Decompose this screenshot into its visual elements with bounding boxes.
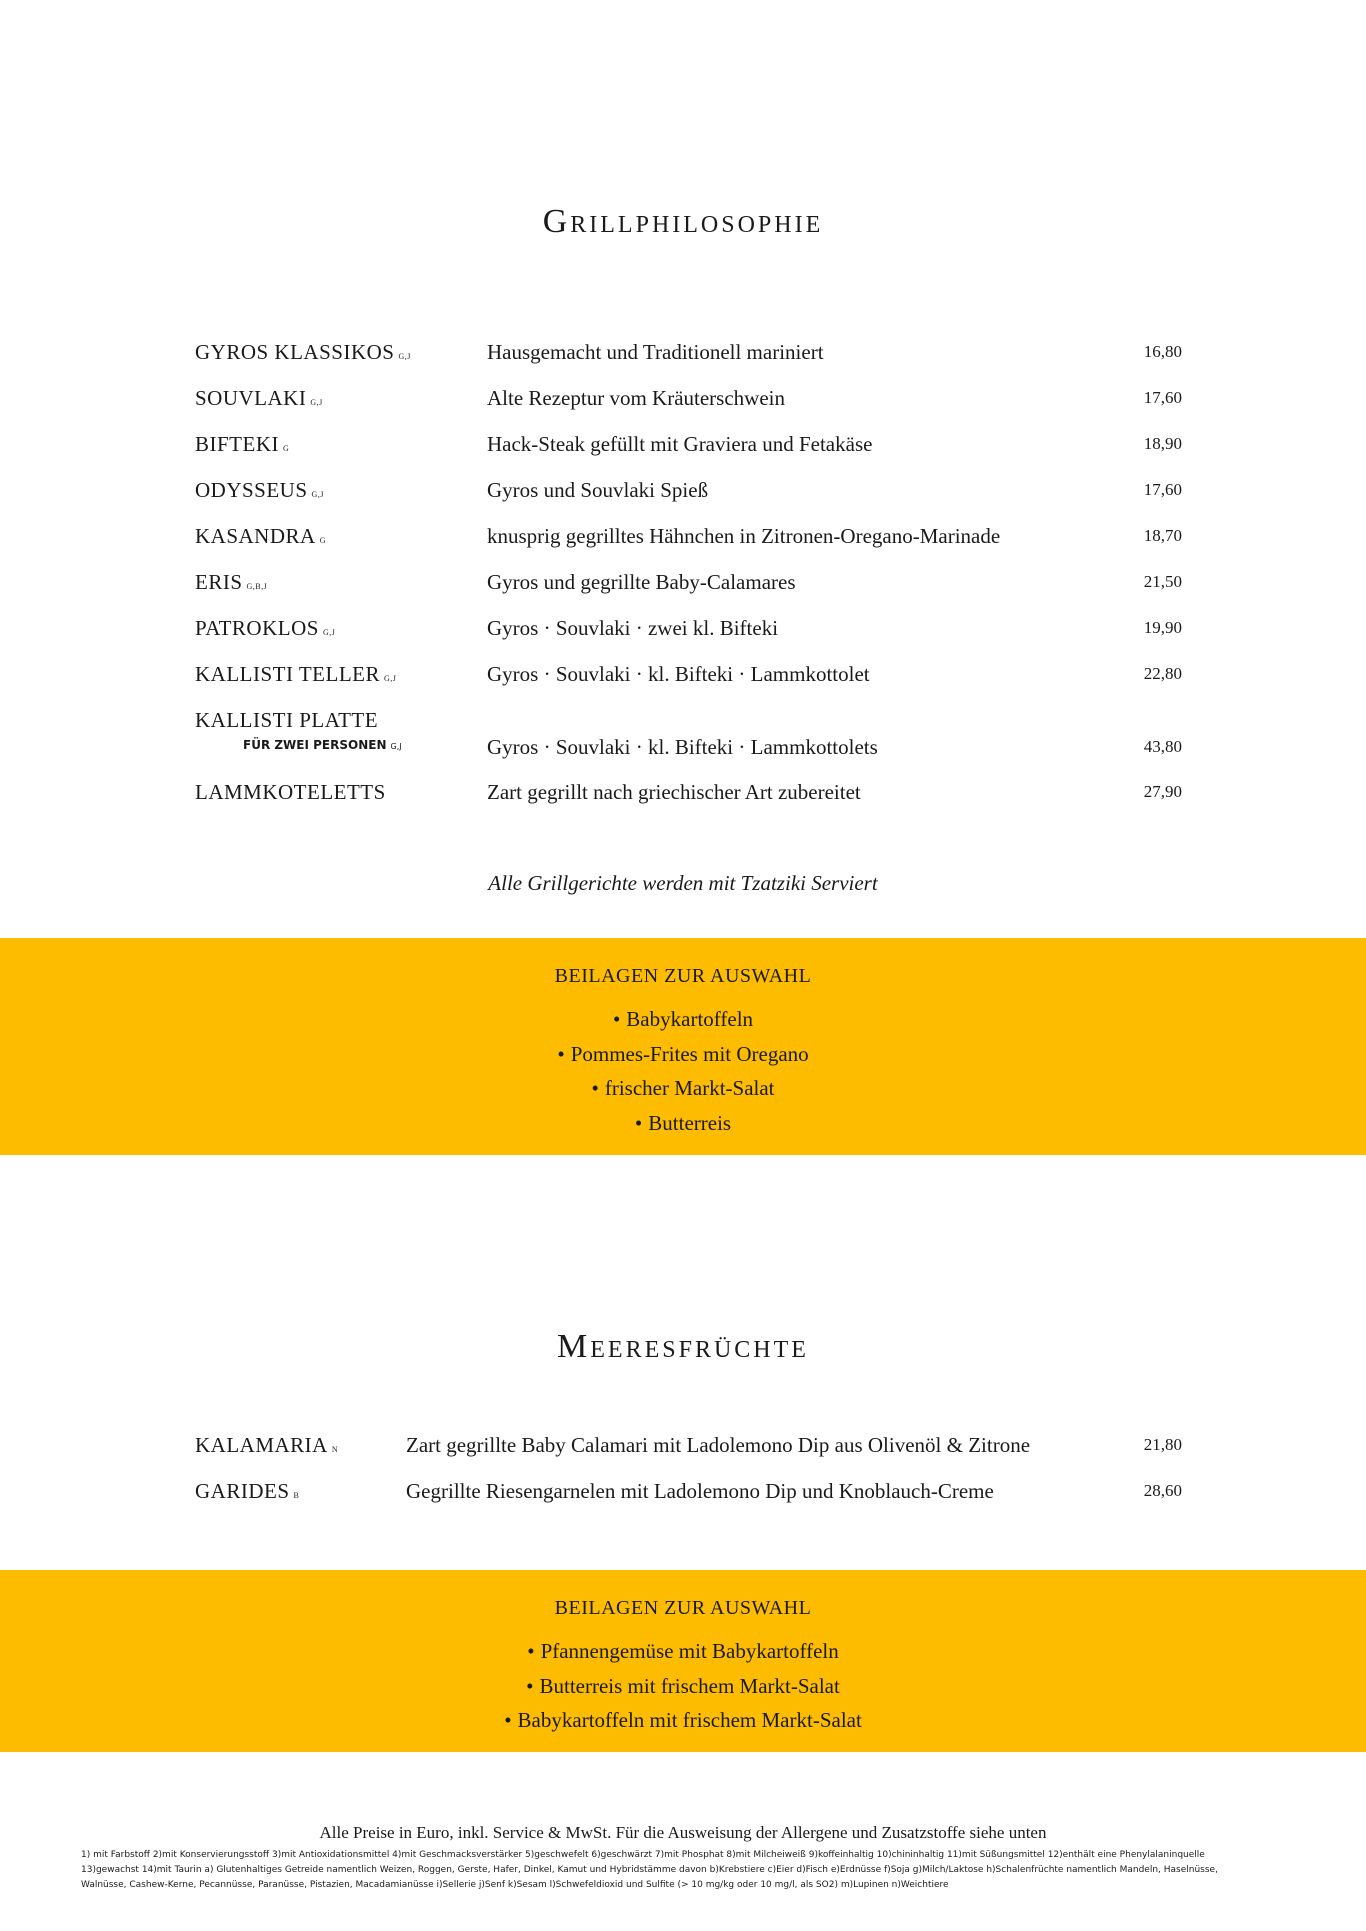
- dish-name: ODYSSEUS G,J: [195, 478, 324, 502]
- dish-description: Gyros · Souvlaki · zwei kl. Bifteki: [487, 616, 779, 640]
- allergen-codes: G,J: [384, 674, 397, 683]
- dish-subtitle: FÜR ZWEI PERSONEN G,J: [243, 738, 402, 752]
- dish-name: LAMMKOTELETTS: [195, 780, 386, 804]
- dish-description: Gyros und Souvlaki Spieß: [487, 478, 709, 502]
- allergen-codes: G: [319, 536, 326, 545]
- dish-price: 17,60: [1143, 480, 1182, 499]
- allergen-codes: G,J: [390, 742, 402, 751]
- dish-description: Gyros · Souvlaki · kl. Bifteki · Lammkottolet: [487, 662, 870, 686]
- dish-description: Hack-Steak gefüllt mit Graviera und Fetakäse: [487, 432, 873, 456]
- dish-description: Gyros und gegrillte Baby-Calamares: [487, 570, 796, 594]
- dish-name: BIFTEKI G: [195, 432, 290, 456]
- dish-price: 21,80: [1143, 1435, 1182, 1454]
- dish-price: 22,80: [1143, 664, 1182, 683]
- price-note: Alle Preise in Euro, inkl. Service & MwSt. Für die Ausweisung der Allergene und Zusatzstoffe siehe unten: [319, 1823, 1047, 1842]
- grill-serving-note: Alle Grillgerichte werden mit Tzatziki Serviert: [488, 871, 878, 895]
- grill-sides-panel: [0, 938, 1366, 1155]
- side-item: • Pommes-Frites mit Oregano: [557, 1041, 809, 1066]
- allergen-codes: N: [331, 1445, 339, 1454]
- dish-description: Gegrillte Riesengarnelen mit Ladolemono Dip und Knoblauch-Creme: [406, 1479, 994, 1503]
- menu-item: [0, 386, 1366, 426]
- menu-item: [0, 780, 1366, 820]
- dish-description: knusprig gegrilltes Hähnchen in Zitronen-Oregano-Marinade: [487, 524, 1001, 548]
- dish-price: 21,50: [1143, 572, 1182, 591]
- allergen-codes: G,B,J: [246, 582, 268, 591]
- dish-description: Zart gegrillte Baby Calamari mit Ladolemono Dip aus Olivenöl & Zitrone: [406, 1433, 1031, 1457]
- dish-description: Hausgemacht und Traditionell mariniert: [487, 340, 824, 364]
- allergen-legend: 1) mit Farbstoff 2)mit Konservierungsstoff 3)mit Antioxidationsmittel 4)mit Geschmacksverstärker 5)geschwefelt 6)geschwärzt 7)mit Phosphat 8)mit Milcheiweiß 9)koffeinhaltig 10)chininhaltig 11)mit Süßungsmittel 12)enthält eine Phenylalaninquelle 13)gewachst 14)mit Taurin a) Glutenhaltiges Getreide namentlich Weizen, Roggen, Gerste, Hafer, Dinkel, Kamut und Hybridstämme davon b)Krebstiere c)Eier d)Fisch e)Erdnüsse f)Soja g)Milch/Laktose h)Schalenfrüchte namentlich Mandeln, Haselnüsse, Walnüsse, Cashew-Kerne, Pecannüsse, Paranüsse, Pistazien, Macadamianüsse i)Sellerie j)Senf k)Sesam l)Schwefeldioxid und Sulfite (> 10 mg/kg oder 10 mg/l, als SO2) m)Lupinen n)Weichtiere: [81, 1850, 1218, 1890]
- dish-price: 19,90: [1143, 618, 1182, 637]
- menu-item: [0, 524, 1366, 564]
- sides-title: BEILAGEN ZUR AUSWAHL: [554, 1597, 812, 1619]
- dish-name: GARIDES B: [195, 1479, 300, 1503]
- dish-price: 16,80: [1143, 342, 1182, 361]
- side-item: • Pfannengemüse mit Babykartoffeln: [527, 1639, 839, 1663]
- dish-price: 18,70: [1143, 526, 1182, 545]
- dish-price: 18,90: [1143, 434, 1182, 453]
- dish-description: Alte Rezeptur vom Kräuterschwein: [487, 386, 785, 410]
- sides-list: [0, 1634, 1366, 1738]
- dish-name: KASANDRA G: [195, 524, 326, 548]
- dish-name: PATROKLOS G,J: [195, 616, 336, 640]
- allergen-codes: G,J: [311, 490, 324, 499]
- dish-description: Gyros · Souvlaki · kl. Bifteki · Lammkottolets: [487, 735, 878, 759]
- side-item: • Butterreis mit frischem Markt-Salat: [526, 1673, 840, 1698]
- dish-price: 28,60: [1143, 1481, 1182, 1500]
- menu-item: [0, 432, 1366, 472]
- dish-name: ERIS G,B,J: [195, 570, 268, 594]
- dish-name: KALAMARIA N: [195, 1433, 339, 1457]
- menu-item: [0, 1433, 1366, 1473]
- menu-item: [0, 708, 1366, 768]
- sides-list: [0, 1002, 1366, 1140]
- dish-price: 43,80: [1143, 737, 1182, 756]
- allergen-codes: G: [283, 444, 290, 453]
- side-item: • frischer Markt-Salat: [591, 1076, 775, 1100]
- dish-name: KALLISTI PLATTE: [195, 708, 379, 732]
- grill-section-title: Grillphilosophie: [542, 203, 824, 240]
- seafood-section-title: Meeresfrüchte: [557, 1328, 809, 1365]
- allergen-codes: G,J: [310, 398, 323, 407]
- side-item: • Babykartoffeln mit frischem Markt-Salat: [504, 1708, 862, 1732]
- menu-item: [0, 570, 1366, 610]
- menu-item: [0, 1479, 1366, 1519]
- dish-name: SOUVLAKI G,J: [195, 386, 323, 410]
- menu-item: [0, 478, 1366, 518]
- seafood-sides-panel: [0, 1570, 1366, 1752]
- sides-title: BEILAGEN ZUR AUSWAHL: [554, 965, 812, 987]
- allergen-codes: G,J: [322, 628, 336, 637]
- menu-item: [0, 616, 1366, 656]
- dish-price: 17,60: [1143, 388, 1182, 407]
- allergen-codes: G,J: [398, 352, 411, 361]
- side-item: • Babykartoffeln: [612, 1007, 754, 1031]
- side-item: • Butterreis: [634, 1110, 732, 1135]
- dish-name: KALLISTI TELLER G,J: [195, 662, 397, 686]
- allergen-codes: B: [293, 1491, 300, 1500]
- dish-description: Zart gegrillt nach griechischer Art zubereitet: [487, 780, 861, 804]
- dish-price: 27,90: [1143, 782, 1182, 801]
- menu-item: [0, 662, 1366, 702]
- menu-item: [0, 340, 1366, 380]
- dish-name: GYROS KLASSIKOS G,J: [195, 340, 411, 364]
